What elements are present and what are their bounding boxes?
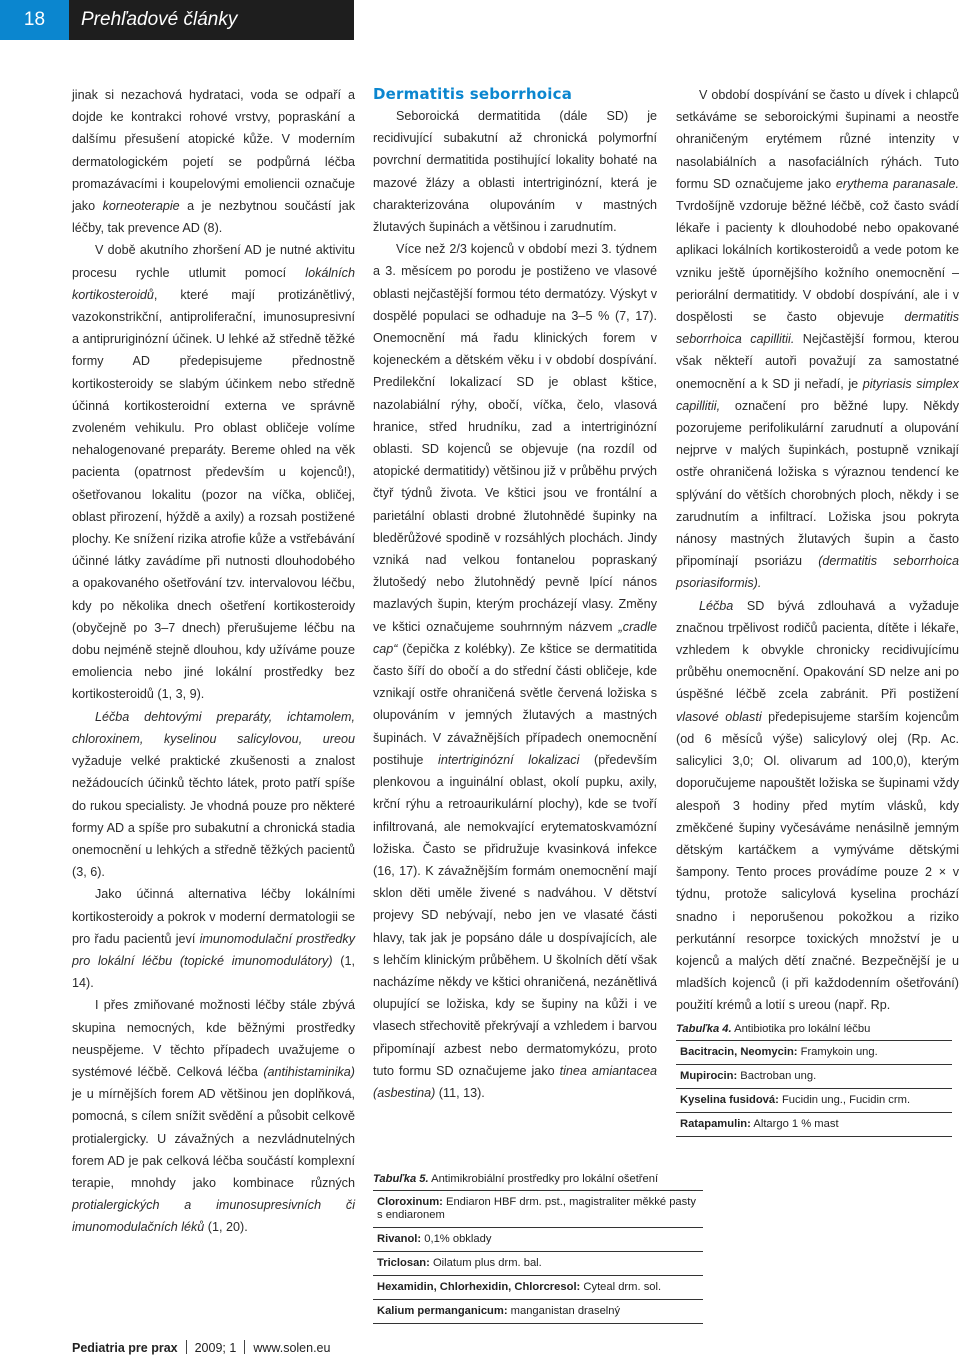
paragraph: Jako účinná alternativa léčby lokálními kortikosteroidy a pokrok v moderní dermatologii se pro řadu pacientů jeví imunomodulační prostředky pro lokální léčbu (topické imunomodulátory) (1, 14). [72, 887, 355, 991]
table-row: Rivanol: 0,1% obklady [373, 1227, 703, 1251]
text-column-1 [72, 84, 355, 1239]
paragraph: Seboroická dermatitida (dále SD) je recidivující subakutní až chronická polymorfní povrchní dermatitida postihující lokality bohaté na mazové žlázy a oblasti intertriginózní, která je charakterizována olupováním v mastných žlutavých šupinách a většinou i zarudnutím. [373, 109, 657, 235]
footer-divider [186, 1340, 187, 1354]
journal-name: Pediatria pre prax [72, 1341, 178, 1355]
table-row: Mupirocin: Bactroban ung. [676, 1064, 952, 1088]
table-caption: Tabuľka 5. Antimikrobiální prostředky pro lokální ošetření [373, 1173, 659, 1185]
paragraph: I přes zmiňované možnosti léčby stále zbývá skupina nemocných, kde běžnými prostředky neuspějeme. V těchto případech uvažujeme o systémové léčbě. Celková léčba (antihistaminika) je u mírnějších forem AD většinou jen doplňková, pomocná, s cílem snížit svědění a působit celkově protialergicky. U závažných a nezvládnutelných forem AD je pak celková léčba součástí komplexní terapie, mnohdy jako kombinace různých protialergických a imunosupresivních či imunomodulačních léků (1, 20). [72, 998, 355, 1235]
table-row: Triclosan: Oilatum plus drm. bal. [373, 1251, 703, 1275]
footer-divider [244, 1340, 245, 1354]
table-row: Bacitracin, Neomycin: Framykoin ung. [676, 1040, 952, 1064]
paragraph: Léčba dehtovými preparáty, ichtamolem, chloroxinem, kyselinou salicylovou, ureou vyžaduje velké praktické zkušenosti a znalost nežádoucích účinků těchto látek, proto patří spíše do rukou specialisty. Je vhodná pouze pro některé formy AD a spíše pro subakutní a chronická stadia onemocnění u lehkých a středně těžkých pacientů (3, 6). [72, 709, 355, 880]
section-heading: Dermatitis seborrhoica [373, 85, 573, 103]
table-caption: Tabuľka 4. Antibiotika pro lokální léčbu [676, 1023, 871, 1035]
table-4 [676, 1023, 952, 1137]
paragraph: Více než 2/3 kojenců v období mezi 3. týdnem a 3. měsícem po porodu je postiženo ve vlasové oblasti nejčastější formou této dermatózy. Výskyt v dospělé populaci se odhaduje na 3–5 % (7, 17). Onemocnění má řadu klinických forem v kojeneckém a dětském věku i v období dospívání. Predilekční lokalizací SD je oblast kštice, nazolabiální rýhy, obočí, víčka, čelo, vlasová hranice, střed hrudníku, zad a intertriginózní oblasti. SD kojenců se objevuje (na rozdíl od atopické dermatitidy) většinou již v průběhu prvých čtyř týdnů života. Ve kštici jsou ve frontální a parietální oblasti drobné žlutohnědé šupinky na bleděrůžové spodině v rozsáhlých plochách. Jindy vzniká nad velkou fontanelou popraskaný žlutošedý nebo žlutohnědý pevně lpící nános mazlavých šupin, kterým procházejí vlasy. Změny ve kštici označujeme souhrnným názvem „cradle cap“ (čepička z kolébky). Ze kštice se dermatitida často šíří do obočí a do střední části obličeje, kde vznikají ostře ohraničená světle červená ložiska s olupováním v jemných žlutavých a mastných šupinách. V závažnějších případech onemocnění postihuje intertriginózní lokalizaci (především plenkovou a inguinální oblast, okolí pupku, axily, krční rýhu a retroaurikulární plochy), kde se tvoří infiltrovaná, ale nemokvající erytematoskvamózní ložiska. Často se přidružuje kvasinková infekce (16, 17). K závažnějším formám onemocnění mají sklon děti uměle živené s nadváhou. V dětství projevy SD nebývají, nebo jen ve vlasaté části hlavy, tak jak je popsáno dále u dospívajících, ale s lehčím klinickým průběhem. U školních dětí však nacházíme někdy ve kštici ohraničená, nezánětlivá olupující se ložiska, kdy se šupiny na kůži i ve vlasech střechovitě překrývají a vzhledem i barvou připomínají azbest nebo dermatomykózu, proto tuto formu SD označujeme jako tinea amiantacea (asbestina) (11, 13). [373, 242, 657, 1100]
table-row: Kyselina fusidová: Fucidin ung., Fucidin crm. [676, 1088, 952, 1112]
page-footer [72, 1340, 330, 1355]
table-row: Cloroxinum: Endiaron HBF drm. pst., magistraliter měkké pasty s endiaronem [373, 1190, 703, 1227]
table-row: Ratapamulin: Altargo 1 % mast [676, 1112, 952, 1137]
table-row: Hexamidin, Chlorhexidin, Chlorcresol: Cyteal drm. sol. [373, 1275, 703, 1299]
paragraph: Léčba SD bývá zdlouhavá a vyžaduje značnou trpělivost rodičů pacienta, dítěte i lékaře, vzhledem k obvykle chronicky recidivujícímu průběhu onemocnění. Opakování SD nelze ani po úspěšné léčbě zcela zabránit. Při postižení vlasové oblasti předepisujeme starším kojencům (od 6 měsíců výše) salicylový olej (Rp. Ac. salicylici 3,0; Ol. olivarum ad 100,0), kterým doporučujeme napouštět ložiska se šupinami vždy alespoň 3 hodiny před mytím vlásků, kdy změkčené šupiny vyčesáváme nenásilně jemným dětským kartáčkem a vymýváme dětskými šampony. Tento proces provádíme pouze 2 × v týdnu, protože salicylová kyselina prochází snadno i neporušenou pokožkou a riziko perkutánní resorpce toxických množství je u kojenců a malých dětí značné. Bezpečnější je u mladších kojenců (i při každodenním ošetřování) použití krémů a lotií s ureou (např. Rp. [676, 598, 959, 1013]
journal-website: www.solen.eu [253, 1341, 331, 1355]
paragraph: jinak si nezachová hydrataci, voda se odpaří a dojde ke kontrakci rohové vrstvy, popraskání a dalšímu přesušení atopické kůže. V moderním dermatologickém pojetí se podpůrná léčba promazávacími i koupelovými emoliencii označuje jako korneoterapie a je nezbytnou součástí jak léčby, tak prevence AD (8). [72, 88, 356, 236]
page-number: 18 [0, 0, 69, 40]
page-header [0, 0, 354, 40]
text-column-2 [373, 84, 657, 1104]
paragraph: V době akutního zhoršení AD je nutné aktivitu procesu rychle utlumit pomocí lokálních kortikosteroidů, které mají protizánětlivý, vazokonstrikční, antiproliferační, imunosupresivní a antipruriginózní účinek. U lehké až středně těžké formy AD předepisujeme přednostně kortikosteroidy se slabým účinkem nebo středně účinná kortikosteroidní externa ve správně zvoleném vehikulu. Pro oblast obličeje volíme nehalogenované preparáty. Bereme ohled na věk pacienta (opatrnost především u kojenců!), ošetřovanou lokalitu (pozor na víčka, obličej, oblast přirození, hýždě a axily) a rozsah postižené plochy. Ke snížení rizika atrofie kůže a vstřebávání účinné látky zavádíme při nutnosti dlouhodobého a opakovaného ošetřování tzv. intervalovou léčbu, kdy po několika dnech ošetření kortikosteroidy (obyčejně po 3–7 dnech) přerušujeme léčbu na dobu nejméně stejně dlouhou, kdy užíváme pouze emoliencia nebo jiné lokální prostředky bez kortikosteroidů (1, 3, 9). [72, 243, 355, 702]
section-title: Prehľadové články [69, 0, 354, 40]
table-row: Kalium permanganicum: manganistan draselný [373, 1299, 703, 1324]
table-body [373, 1190, 703, 1324]
table-body [676, 1040, 952, 1137]
table-5 [373, 1173, 703, 1324]
text-column-3 [676, 84, 959, 1017]
journal-issue: 2009; 1 [194, 1341, 237, 1355]
paragraph: V období dospívání se často u dívek i chlapců setkáváme se seboroickými šupinami a neostře ohraničeným erytémem různé intenzity v nasolabiálních a nasofaciálních rýhách. Tuto formu SD označujeme jako erythema paranasale. Tvrdošíjně vzdoruje běžné léčbě, což často svádí lékaře i pacienty k dlouhodobé nebo opakované aplikaci lokálních kortikosteroidů a vede potom ke vzniku ještě úpornějšího kožního onemocnění – periorální dermatitidy. V období dospívání, ale i v dospělosti se často objevuje dermatitis seborrhoica capillitii. Nejčastější formou, kterou však někteří autoři považují za samostatné onemocnění a k SD ji neřadí, je pityriasis simplex capillitii, označení pro běžné lupy. Někdy pozorujeme perifolikulární zarudnutí a olupování nejprve v malých šupinkách, postupně vznikají ostře ohraničená ložiska s výraznou tendencí ke splývání do větších chorobných ploch, někdy i se zarudnutím a infiltrací. Ložiska jsou pokryta nánosy mastných žlutavých šupin a často připomínají psoriázu (dermatitis seborrhoica psoriasiformis). [676, 88, 959, 591]
